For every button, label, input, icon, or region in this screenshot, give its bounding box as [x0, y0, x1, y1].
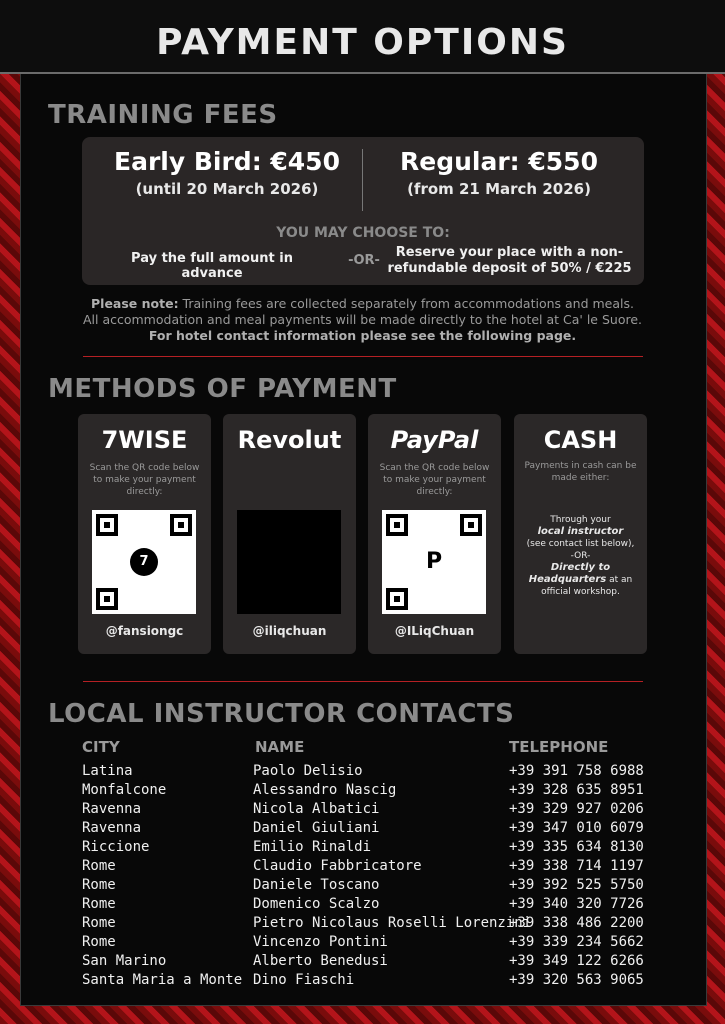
cash-details: [522, 514, 639, 598]
revolut-logo: Revolut: [237, 426, 342, 454]
table-row: [82, 801, 682, 820]
table-row: [82, 839, 682, 858]
divider-rule: [83, 681, 643, 682]
column-header-telephone: TELEPHONE: [509, 738, 609, 756]
table-row: [82, 915, 682, 934]
wise-qr-logo-icon: 7: [130, 548, 158, 576]
wise-logo: 7WISE: [101, 426, 188, 454]
table-row: [82, 972, 682, 991]
name-cell: Daniel Giuliani: [253, 820, 380, 836]
telephone-cell[interactable]: +39 328 635 8951: [509, 782, 644, 798]
name-cell: Alessandro Nascig: [253, 782, 397, 798]
table-row: [82, 953, 682, 972]
note-line2: All accommodation and meal payments will be made directly to the hotel at Ca' le Suore.: [82, 312, 642, 327]
city-cell: Riccione: [82, 839, 150, 855]
cash-at-workshop: at an official workshop.: [541, 575, 633, 597]
paypal-logo: PayPal: [390, 426, 479, 454]
telephone-cell[interactable]: +39 391 758 6988: [509, 763, 644, 779]
telephone-cell[interactable]: +39 339 234 5662: [509, 934, 644, 950]
page-title: PAYMENT OPTIONS: [156, 22, 569, 63]
name-cell: Nicola Albatici: [253, 801, 380, 817]
city-cell: Rome: [82, 858, 116, 874]
column-header-name: NAME: [255, 738, 305, 756]
name-cell: Pietro Nicolaus Roselli Lorenzini: [253, 915, 532, 931]
city-cell: Ravenna: [82, 801, 142, 817]
cash-or: -OR-: [570, 551, 591, 561]
name-cell: Domenico Scalzo: [253, 896, 380, 912]
table-row: [82, 877, 682, 896]
cash-directly: Directly to Headquarters: [528, 562, 611, 585]
city-cell: Rome: [82, 934, 116, 950]
wise-handle: @fansiongc: [105, 624, 184, 638]
fee-divider: [362, 149, 363, 211]
cash-local-instructor: local instructor: [537, 526, 624, 537]
name-cell: Claudio Fabbricatore: [253, 858, 422, 874]
table-row: [82, 763, 682, 782]
telephone-cell[interactable]: +39 329 927 0206: [509, 801, 644, 817]
wise-card: [78, 414, 211, 654]
table-row: [82, 858, 682, 877]
cash-through: Through your: [550, 515, 611, 525]
table-row: [82, 896, 682, 915]
name-cell: Dino Fiaschi: [253, 972, 355, 988]
option-full: Pay the full amount in advance: [131, 251, 293, 281]
paypal-qr-logo-icon: P: [420, 548, 448, 576]
city-cell: Monfalcone: [82, 782, 167, 798]
telephone-cell[interactable]: +39 347 010 6079: [509, 820, 644, 836]
telephone-cell[interactable]: +39 320 563 9065: [509, 972, 644, 988]
regular-price: Regular: €550: [400, 147, 598, 176]
column-header-city: CITY: [82, 738, 120, 756]
revolut-handle: @iliqchuan: [252, 624, 327, 638]
note-line3: For hotel contact information please see the following page.: [148, 328, 577, 343]
note-line1: Training fees are collected separately from accommodations and meals.: [178, 296, 634, 311]
paypal-handle: @ILiqChuan: [394, 624, 475, 638]
note-label: Please note:: [91, 296, 179, 311]
fees-note: [60, 296, 665, 344]
paypal-qr-code[interactable]: [382, 510, 486, 614]
contacts-table: [82, 763, 682, 991]
cash-see-list: (see contact list below),: [526, 539, 635, 549]
early-bird-col: [92, 147, 362, 198]
city-cell: Ravenna: [82, 820, 142, 836]
city-cell: Santa Maria a Monte: [82, 972, 243, 988]
name-cell: Daniele Toscano: [253, 877, 380, 893]
regular-note: (from 21 March 2026): [407, 180, 591, 198]
or-label: -OR-: [348, 253, 380, 268]
telephone-cell[interactable]: +39 335 634 8130: [509, 839, 644, 855]
wise-qr-code[interactable]: [92, 510, 196, 614]
divider-rule: [83, 356, 643, 357]
name-cell: Paolo Delisio: [253, 763, 363, 779]
telephone-cell[interactable]: +39 338 486 2200: [509, 915, 644, 931]
regular-col: [364, 147, 634, 198]
fee-box: [82, 137, 644, 285]
cash-desc: Payments in cash can be made either:: [524, 461, 637, 483]
cash-card: [514, 414, 647, 654]
city-cell: Rome: [82, 896, 116, 912]
revolut-card: [223, 414, 356, 654]
methods-heading: METHODS OF PAYMENT: [48, 374, 397, 404]
telephone-cell[interactable]: +39 338 714 1197: [509, 858, 644, 874]
telephone-cell[interactable]: +39 392 525 5750: [509, 877, 644, 893]
wise-desc: Scan the QR code below to make your payment directly:: [89, 463, 200, 497]
early-bird-price: Early Bird: €450: [114, 147, 340, 176]
table-row: [82, 934, 682, 953]
table-row: [82, 782, 682, 801]
name-cell: Vincenzo Pontini: [253, 934, 388, 950]
revolut-qr-placeholder: [237, 510, 341, 614]
city-cell: San Marino: [82, 953, 167, 969]
name-cell: Alberto Benedusi: [253, 953, 388, 969]
telephone-cell[interactable]: +39 340 320 7726: [509, 896, 644, 912]
training-fees-heading: TRAINING FEES: [48, 100, 278, 130]
title-bar: [0, 0, 725, 74]
choose-label: YOU MAY CHOOSE TO:: [276, 225, 450, 241]
name-cell: Emilio Rinaldi: [253, 839, 372, 855]
city-cell: Rome: [82, 915, 116, 931]
early-bird-note: (until 20 March 2026): [135, 180, 319, 198]
table-row: [82, 820, 682, 839]
cash-logo: CASH: [543, 426, 618, 454]
city-cell: Latina: [82, 763, 133, 779]
contacts-heading: LOCAL INSTRUCTOR CONTACTS: [48, 699, 515, 729]
option-deposit: Reserve your place with a non-refundable deposit of 50% / €225: [387, 245, 632, 276]
paypal-card: [368, 414, 501, 654]
telephone-cell[interactable]: +39 349 122 6266: [509, 953, 644, 969]
city-cell: Rome: [82, 877, 116, 893]
paypal-desc: Scan the QR code below to make your payment directly:: [379, 463, 490, 497]
